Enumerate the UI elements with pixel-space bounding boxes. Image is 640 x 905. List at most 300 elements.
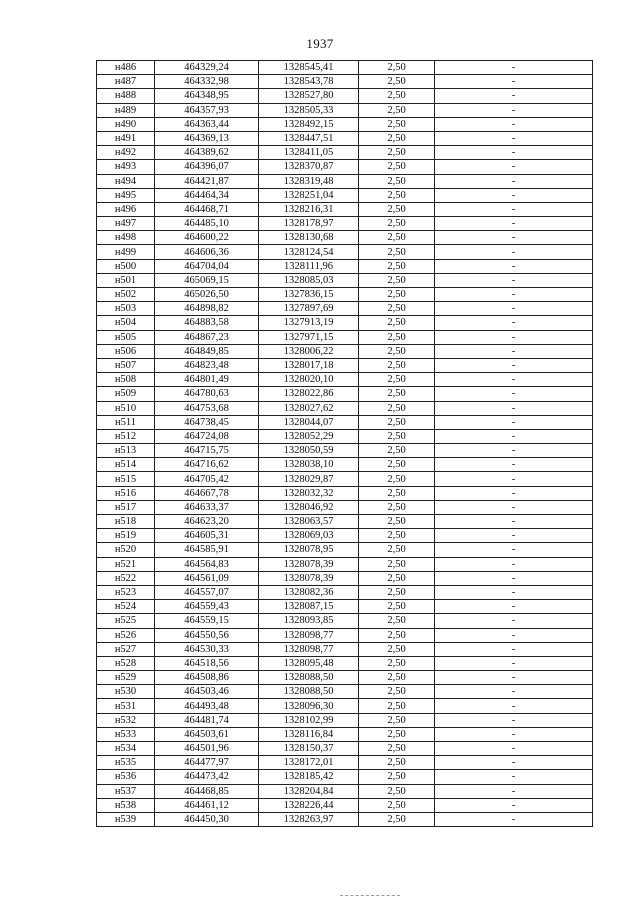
table-row	[97, 770, 593, 784]
x-coordinate-cell: 464724,08	[155, 429, 259, 443]
x-coordinate-cell: 464477,97	[155, 756, 259, 770]
table-row	[97, 330, 593, 344]
x-coordinate-cell: 464464,34	[155, 188, 259, 202]
table-row	[97, 444, 593, 458]
x-coordinate-cell: 464508,86	[155, 671, 259, 685]
accuracy-cell: 2,50	[359, 756, 435, 770]
point-name-cell: н536	[97, 770, 155, 784]
x-coordinate-cell: 464461,12	[155, 798, 259, 812]
x-coordinate-cell: 464485,10	[155, 217, 259, 231]
x-coordinate-cell: 464493,48	[155, 699, 259, 713]
y-coordinate-cell: 1328543,78	[259, 75, 359, 89]
table-row	[97, 103, 593, 117]
accuracy-cell: 2,50	[359, 358, 435, 372]
x-coordinate-cell: 464715,75	[155, 444, 259, 458]
point-name-cell: н531	[97, 699, 155, 713]
x-coordinate-cell: 464667,78	[155, 486, 259, 500]
description-cell: -	[435, 571, 593, 585]
accuracy-cell: 2,50	[359, 259, 435, 273]
description-cell: -	[435, 671, 593, 685]
description-cell: -	[435, 316, 593, 330]
point-name-cell: н532	[97, 713, 155, 727]
y-coordinate-cell: 1328088,50	[259, 671, 359, 685]
description-cell: -	[435, 302, 593, 316]
y-coordinate-cell: 1328505,33	[259, 103, 359, 117]
table-row	[97, 515, 593, 529]
table-row	[97, 486, 593, 500]
accuracy-cell: 2,50	[359, 117, 435, 131]
x-coordinate-cell: 464600,22	[155, 231, 259, 245]
description-cell: -	[435, 259, 593, 273]
table-row	[97, 288, 593, 302]
point-name-cell: н507	[97, 358, 155, 372]
accuracy-cell: 2,50	[359, 585, 435, 599]
description-cell: -	[435, 273, 593, 287]
point-name-cell: н499	[97, 245, 155, 259]
x-coordinate-cell: 464530,33	[155, 642, 259, 656]
description-cell: -	[435, 160, 593, 174]
table-row	[97, 429, 593, 443]
x-coordinate-cell: 464503,61	[155, 727, 259, 741]
table-row	[97, 543, 593, 557]
y-coordinate-cell: 1328032,32	[259, 486, 359, 500]
accuracy-cell: 2,50	[359, 387, 435, 401]
x-coordinate-cell: 464605,31	[155, 529, 259, 543]
y-coordinate-cell: 1328527,80	[259, 89, 359, 103]
point-name-cell: н503	[97, 302, 155, 316]
x-coordinate-cell: 465026,50	[155, 288, 259, 302]
point-name-cell: н497	[97, 217, 155, 231]
x-coordinate-cell: 464623,20	[155, 515, 259, 529]
x-coordinate-cell: 464369,13	[155, 131, 259, 145]
x-coordinate-cell: 464705,42	[155, 472, 259, 486]
description-cell: -	[435, 429, 593, 443]
point-name-cell: н498	[97, 231, 155, 245]
y-coordinate-cell: 1328216,31	[259, 202, 359, 216]
y-coordinate-cell: 1328088,50	[259, 685, 359, 699]
y-coordinate-cell: 1328178,97	[259, 217, 359, 231]
accuracy-cell: 2,50	[359, 330, 435, 344]
table-row	[97, 217, 593, 231]
description-cell: -	[435, 784, 593, 798]
point-name-cell: н504	[97, 316, 155, 330]
point-name-cell: н518	[97, 515, 155, 529]
description-cell: -	[435, 585, 593, 599]
x-coordinate-cell: 464633,37	[155, 500, 259, 514]
y-coordinate-cell: 1328046,92	[259, 500, 359, 514]
y-coordinate-cell: 1328078,95	[259, 543, 359, 557]
table-row	[97, 146, 593, 160]
point-name-cell: н512	[97, 429, 155, 443]
accuracy-cell: 2,50	[359, 812, 435, 826]
table-row	[97, 61, 593, 75]
point-name-cell: н514	[97, 458, 155, 472]
x-coordinate-cell: 464564,83	[155, 557, 259, 571]
point-name-cell: н523	[97, 585, 155, 599]
accuracy-cell: 2,50	[359, 656, 435, 670]
description-cell: -	[435, 543, 593, 557]
description-cell: -	[435, 500, 593, 514]
table-row	[97, 259, 593, 273]
scan-artifact-line	[340, 895, 400, 897]
table-row	[97, 529, 593, 543]
accuracy-cell: 2,50	[359, 727, 435, 741]
accuracy-cell: 2,50	[359, 500, 435, 514]
description-cell: -	[435, 131, 593, 145]
accuracy-cell: 2,50	[359, 245, 435, 259]
point-name-cell: н534	[97, 742, 155, 756]
table-row	[97, 458, 593, 472]
accuracy-cell: 2,50	[359, 288, 435, 302]
description-cell: -	[435, 642, 593, 656]
y-coordinate-cell: 1328069,03	[259, 529, 359, 543]
accuracy-cell: 2,50	[359, 444, 435, 458]
table-row	[97, 656, 593, 670]
point-name-cell: н538	[97, 798, 155, 812]
accuracy-cell: 2,50	[359, 472, 435, 486]
point-name-cell: н521	[97, 557, 155, 571]
accuracy-cell: 2,50	[359, 160, 435, 174]
description-cell: -	[435, 685, 593, 699]
accuracy-cell: 2,50	[359, 429, 435, 443]
y-coordinate-cell: 1328545,41	[259, 61, 359, 75]
point-name-cell: н492	[97, 146, 155, 160]
y-coordinate-cell: 1328063,57	[259, 515, 359, 529]
x-coordinate-cell: 464473,42	[155, 770, 259, 784]
accuracy-cell: 2,50	[359, 543, 435, 557]
table-row	[97, 401, 593, 415]
accuracy-cell: 2,50	[359, 557, 435, 571]
table-row	[97, 160, 593, 174]
description-cell: -	[435, 387, 593, 401]
x-coordinate-cell: 464450,30	[155, 812, 259, 826]
description-cell: -	[435, 103, 593, 117]
x-coordinate-cell: 464518,56	[155, 656, 259, 670]
accuracy-cell: 2,50	[359, 784, 435, 798]
y-coordinate-cell: 1328095,48	[259, 656, 359, 670]
x-coordinate-cell: 464559,43	[155, 600, 259, 614]
point-name-cell: н491	[97, 131, 155, 145]
x-coordinate-cell: 464867,23	[155, 330, 259, 344]
y-coordinate-cell: 1328130,68	[259, 231, 359, 245]
description-cell: -	[435, 330, 593, 344]
y-coordinate-cell: 1328150,37	[259, 742, 359, 756]
y-coordinate-cell: 1328098,77	[259, 628, 359, 642]
y-coordinate-cell: 1328044,07	[259, 415, 359, 429]
description-cell: -	[435, 288, 593, 302]
y-coordinate-cell: 1328111,96	[259, 259, 359, 273]
x-coordinate-cell: 464503,46	[155, 685, 259, 699]
accuracy-cell: 2,50	[359, 671, 435, 685]
y-coordinate-cell: 1328411,05	[259, 146, 359, 160]
x-coordinate-cell: 464557,07	[155, 585, 259, 599]
point-name-cell: н539	[97, 812, 155, 826]
table-row	[97, 614, 593, 628]
table-row	[97, 415, 593, 429]
accuracy-cell: 2,50	[359, 458, 435, 472]
accuracy-cell: 2,50	[359, 146, 435, 160]
accuracy-cell: 2,50	[359, 529, 435, 543]
accuracy-cell: 2,50	[359, 614, 435, 628]
table-row	[97, 642, 593, 656]
y-coordinate-cell: 1328050,59	[259, 444, 359, 458]
x-coordinate-cell: 464606,36	[155, 245, 259, 259]
description-cell: -	[435, 798, 593, 812]
y-coordinate-cell: 1327913,19	[259, 316, 359, 330]
accuracy-cell: 2,50	[359, 770, 435, 784]
y-coordinate-cell: 1328172,01	[259, 756, 359, 770]
accuracy-cell: 2,50	[359, 713, 435, 727]
description-cell: -	[435, 515, 593, 529]
point-name-cell: н502	[97, 288, 155, 302]
x-coordinate-cell: 464329,24	[155, 61, 259, 75]
table-row	[97, 557, 593, 571]
x-coordinate-cell: 464849,85	[155, 344, 259, 358]
table-row	[97, 316, 593, 330]
y-coordinate-cell: 1328319,48	[259, 174, 359, 188]
table-row	[97, 89, 593, 103]
x-coordinate-cell: 464501,96	[155, 742, 259, 756]
accuracy-cell: 2,50	[359, 273, 435, 287]
coordinates-table-body	[97, 61, 593, 827]
y-coordinate-cell: 1328078,39	[259, 571, 359, 585]
x-coordinate-cell: 464363,44	[155, 117, 259, 131]
x-coordinate-cell: 464559,15	[155, 614, 259, 628]
point-name-cell: н501	[97, 273, 155, 287]
point-name-cell: н489	[97, 103, 155, 117]
point-name-cell: н526	[97, 628, 155, 642]
description-cell: -	[435, 600, 593, 614]
accuracy-cell: 2,50	[359, 373, 435, 387]
table-row	[97, 756, 593, 770]
table-row	[97, 231, 593, 245]
description-cell: -	[435, 472, 593, 486]
y-coordinate-cell: 1328020,10	[259, 373, 359, 387]
x-coordinate-cell: 464738,45	[155, 415, 259, 429]
description-cell: -	[435, 231, 593, 245]
point-name-cell: н506	[97, 344, 155, 358]
point-name-cell: н528	[97, 656, 155, 670]
description-cell: -	[435, 217, 593, 231]
accuracy-cell: 2,50	[359, 75, 435, 89]
x-coordinate-cell: 464550,56	[155, 628, 259, 642]
y-coordinate-cell: 1328082,36	[259, 585, 359, 599]
point-name-cell: н517	[97, 500, 155, 514]
x-coordinate-cell: 464481,74	[155, 713, 259, 727]
point-name-cell: н487	[97, 75, 155, 89]
y-coordinate-cell: 1328078,39	[259, 557, 359, 571]
x-coordinate-cell: 464585,91	[155, 543, 259, 557]
table-row	[97, 500, 593, 514]
y-coordinate-cell: 1328052,29	[259, 429, 359, 443]
point-name-cell: н513	[97, 444, 155, 458]
y-coordinate-cell: 1328204,84	[259, 784, 359, 798]
description-cell: -	[435, 245, 593, 259]
point-name-cell: н508	[97, 373, 155, 387]
table-row	[97, 202, 593, 216]
x-coordinate-cell: 464389,62	[155, 146, 259, 160]
point-name-cell: н496	[97, 202, 155, 216]
table-row	[97, 344, 593, 358]
point-name-cell: н535	[97, 756, 155, 770]
point-name-cell: н515	[97, 472, 155, 486]
point-name-cell: н537	[97, 784, 155, 798]
table-row	[97, 784, 593, 798]
x-coordinate-cell: 464468,85	[155, 784, 259, 798]
description-cell: -	[435, 812, 593, 826]
x-coordinate-cell: 464357,93	[155, 103, 259, 117]
table-row	[97, 671, 593, 685]
point-name-cell: н511	[97, 415, 155, 429]
table-row	[97, 472, 593, 486]
table-row	[97, 387, 593, 401]
y-coordinate-cell: 1328226,44	[259, 798, 359, 812]
description-cell: -	[435, 458, 593, 472]
point-name-cell: н490	[97, 117, 155, 131]
y-coordinate-cell: 1328038,10	[259, 458, 359, 472]
point-name-cell: н493	[97, 160, 155, 174]
x-coordinate-cell: 464561,09	[155, 571, 259, 585]
point-name-cell: н510	[97, 401, 155, 415]
y-coordinate-cell: 1328447,51	[259, 131, 359, 145]
point-name-cell: н527	[97, 642, 155, 656]
point-name-cell: н522	[97, 571, 155, 585]
point-name-cell: н520	[97, 543, 155, 557]
description-cell: -	[435, 174, 593, 188]
accuracy-cell: 2,50	[359, 742, 435, 756]
accuracy-cell: 2,50	[359, 61, 435, 75]
table-row	[97, 812, 593, 826]
description-cell: -	[435, 727, 593, 741]
table-row	[97, 273, 593, 287]
description-cell: -	[435, 628, 593, 642]
y-coordinate-cell: 1328263,97	[259, 812, 359, 826]
accuracy-cell: 2,50	[359, 415, 435, 429]
y-coordinate-cell: 1328006,22	[259, 344, 359, 358]
point-name-cell: н525	[97, 614, 155, 628]
x-coordinate-cell: 464716,62	[155, 458, 259, 472]
accuracy-cell: 2,50	[359, 231, 435, 245]
accuracy-cell: 2,50	[359, 600, 435, 614]
description-cell: -	[435, 486, 593, 500]
y-coordinate-cell: 1328085,03	[259, 273, 359, 287]
description-cell: -	[435, 770, 593, 784]
table-row	[97, 628, 593, 642]
table-row	[97, 713, 593, 727]
accuracy-cell: 2,50	[359, 89, 435, 103]
point-name-cell: н494	[97, 174, 155, 188]
description-cell: -	[435, 415, 593, 429]
table-row	[97, 75, 593, 89]
description-cell: -	[435, 188, 593, 202]
point-name-cell: н486	[97, 61, 155, 75]
table-row	[97, 571, 593, 585]
x-coordinate-cell: 464396,07	[155, 160, 259, 174]
description-cell: -	[435, 61, 593, 75]
accuracy-cell: 2,50	[359, 316, 435, 330]
accuracy-cell: 2,50	[359, 302, 435, 316]
point-name-cell: н529	[97, 671, 155, 685]
point-name-cell: н524	[97, 600, 155, 614]
description-cell: -	[435, 713, 593, 727]
accuracy-cell: 2,50	[359, 699, 435, 713]
description-cell: -	[435, 401, 593, 415]
y-coordinate-cell: 1328102,99	[259, 713, 359, 727]
description-cell: -	[435, 89, 593, 103]
y-coordinate-cell: 1328027,62	[259, 401, 359, 415]
description-cell: -	[435, 699, 593, 713]
description-cell: -	[435, 202, 593, 216]
point-name-cell: н519	[97, 529, 155, 543]
y-coordinate-cell: 1328251,04	[259, 188, 359, 202]
accuracy-cell: 2,50	[359, 174, 435, 188]
accuracy-cell: 2,50	[359, 344, 435, 358]
x-coordinate-cell: 464421,87	[155, 174, 259, 188]
description-cell: -	[435, 656, 593, 670]
y-coordinate-cell: 1328185,42	[259, 770, 359, 784]
accuracy-cell: 2,50	[359, 401, 435, 415]
y-coordinate-cell: 1328124,54	[259, 245, 359, 259]
table-row	[97, 117, 593, 131]
accuracy-cell: 2,50	[359, 798, 435, 812]
y-coordinate-cell: 1328370,87	[259, 160, 359, 174]
table-row	[97, 685, 593, 699]
table-row	[97, 188, 593, 202]
accuracy-cell: 2,50	[359, 642, 435, 656]
table-row	[97, 358, 593, 372]
description-cell: -	[435, 444, 593, 458]
accuracy-cell: 2,50	[359, 571, 435, 585]
accuracy-cell: 2,50	[359, 217, 435, 231]
page-number: 1937	[306, 36, 334, 51]
y-coordinate-cell: 1328492,15	[259, 117, 359, 131]
table-row	[97, 302, 593, 316]
table-row	[97, 174, 593, 188]
x-coordinate-cell: 464898,82	[155, 302, 259, 316]
table-row	[97, 373, 593, 387]
x-coordinate-cell: 464332,98	[155, 75, 259, 89]
x-coordinate-cell: 464753,68	[155, 401, 259, 415]
description-cell: -	[435, 529, 593, 543]
description-cell: -	[435, 756, 593, 770]
point-name-cell: н495	[97, 188, 155, 202]
y-coordinate-cell: 1328087,15	[259, 600, 359, 614]
accuracy-cell: 2,50	[359, 131, 435, 145]
x-coordinate-cell: 464348,95	[155, 89, 259, 103]
y-coordinate-cell: 1328017,18	[259, 358, 359, 372]
y-coordinate-cell: 1328098,77	[259, 642, 359, 656]
table-row	[97, 742, 593, 756]
x-coordinate-cell: 464704,04	[155, 259, 259, 273]
point-name-cell: н505	[97, 330, 155, 344]
table-row	[97, 727, 593, 741]
y-coordinate-cell: 1327836,15	[259, 288, 359, 302]
point-name-cell: н488	[97, 89, 155, 103]
table-row	[97, 245, 593, 259]
accuracy-cell: 2,50	[359, 685, 435, 699]
accuracy-cell: 2,50	[359, 188, 435, 202]
y-coordinate-cell: 1328093,85	[259, 614, 359, 628]
description-cell: -	[435, 75, 593, 89]
y-coordinate-cell: 1327971,15	[259, 330, 359, 344]
description-cell: -	[435, 614, 593, 628]
accuracy-cell: 2,50	[359, 103, 435, 117]
y-coordinate-cell: 1328022,86	[259, 387, 359, 401]
description-cell: -	[435, 344, 593, 358]
point-name-cell: н516	[97, 486, 155, 500]
description-cell: -	[435, 358, 593, 372]
table-row	[97, 798, 593, 812]
